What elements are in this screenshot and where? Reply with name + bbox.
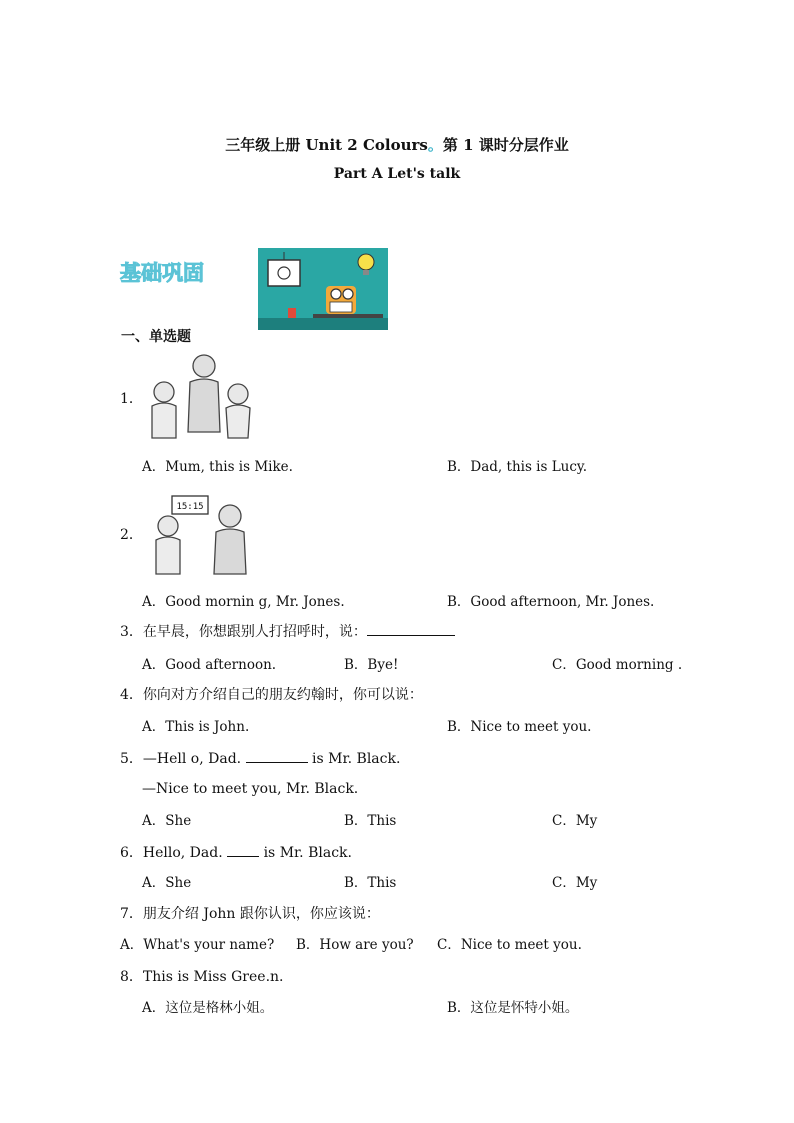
question-5-option-c[interactable]: C．My (552, 813, 598, 829)
question-5-text (120, 749, 400, 768)
section-banner: 基础巩固 (120, 261, 204, 285)
greeting-illustration (150, 492, 254, 576)
question-4-text: 4．你向对方介绍自己的朋友约翰时，你可以说： (120, 687, 423, 703)
question-1-option-b[interactable]: B．Dad, this is Lucy. (447, 459, 588, 475)
classroom-illustration (258, 248, 388, 330)
question-8-option-b[interactable]: B．这位是怀特小姐。 (447, 1000, 579, 1016)
question-2-option-b[interactable]: B．Good afternoon, Mr. Jones. (447, 594, 655, 610)
question-5-response: —Nice to meet you, Mr. Black. (142, 781, 359, 797)
question-2-option-a[interactable]: A．Good mornin g, Mr. Jones. (142, 594, 345, 610)
family-illustration (142, 352, 262, 442)
question-6-part-a: 6．Hello, Dad. (120, 845, 223, 861)
question-8-option-a[interactable]: A．这位是格林小姐。 (142, 1000, 274, 1016)
question-7-option-c[interactable]: C．Nice to meet you. (437, 937, 582, 953)
question-5-part-a: 5．—Hell o, Dad. (120, 751, 242, 767)
question-1-number: 1． (120, 391, 143, 407)
question-4-option-a[interactable]: A．This is John. (142, 719, 250, 735)
title-part2: 第 1 课时分层作业 (442, 136, 569, 154)
question-5-part-b: is Mr. Black. (312, 751, 401, 767)
question-2-number: 2． (120, 527, 143, 543)
question-3-option-c[interactable]: C．Good morning . (552, 657, 683, 673)
clock-display: 15:15 (176, 502, 204, 512)
title-dot: 。 (427, 136, 443, 154)
question-3-option-b[interactable]: B．Bye! (344, 657, 399, 673)
question-6-option-c[interactable]: C．My (552, 875, 598, 891)
question-3-option-a[interactable]: A．Good afternoon. (142, 657, 277, 673)
question-3-prompt: 3．在早晨，你想跟别人打招呼时，说： (120, 624, 367, 640)
title-part1: 三年级上册 Unit 2 Colours (225, 136, 428, 154)
question-5-option-b[interactable]: B．This (344, 813, 397, 829)
question-8-text: 8．This is Miss Gree.n. (120, 969, 284, 985)
question-7-option-b[interactable]: B．How are you? (296, 937, 414, 953)
answer-blank (367, 622, 455, 636)
question-7-text: 7．朋友介绍 John 跟你认识，你应该说： (120, 906, 380, 922)
question-3-text (120, 622, 455, 641)
question-6-text (120, 843, 352, 862)
answer-blank (227, 843, 259, 857)
question-1-option-a[interactable]: A．Mum, this is Mike. (142, 459, 293, 475)
question-6-part-b: is Mr. Black. (263, 845, 352, 861)
question-5-option-a[interactable]: A．She (142, 813, 192, 829)
section-heading: 一、单选题 (121, 329, 191, 345)
question-6-option-b[interactable]: B．This (344, 875, 397, 891)
page-subtitle: Part A Let's talk (333, 166, 461, 182)
question-7-option-a[interactable]: A．What's your name? (120, 937, 275, 953)
question-4-option-b[interactable]: B．Nice to meet you. (447, 719, 592, 735)
question-6-option-a[interactable]: A．She (142, 875, 192, 891)
answer-blank (246, 749, 308, 763)
page-title (0, 134, 794, 155)
